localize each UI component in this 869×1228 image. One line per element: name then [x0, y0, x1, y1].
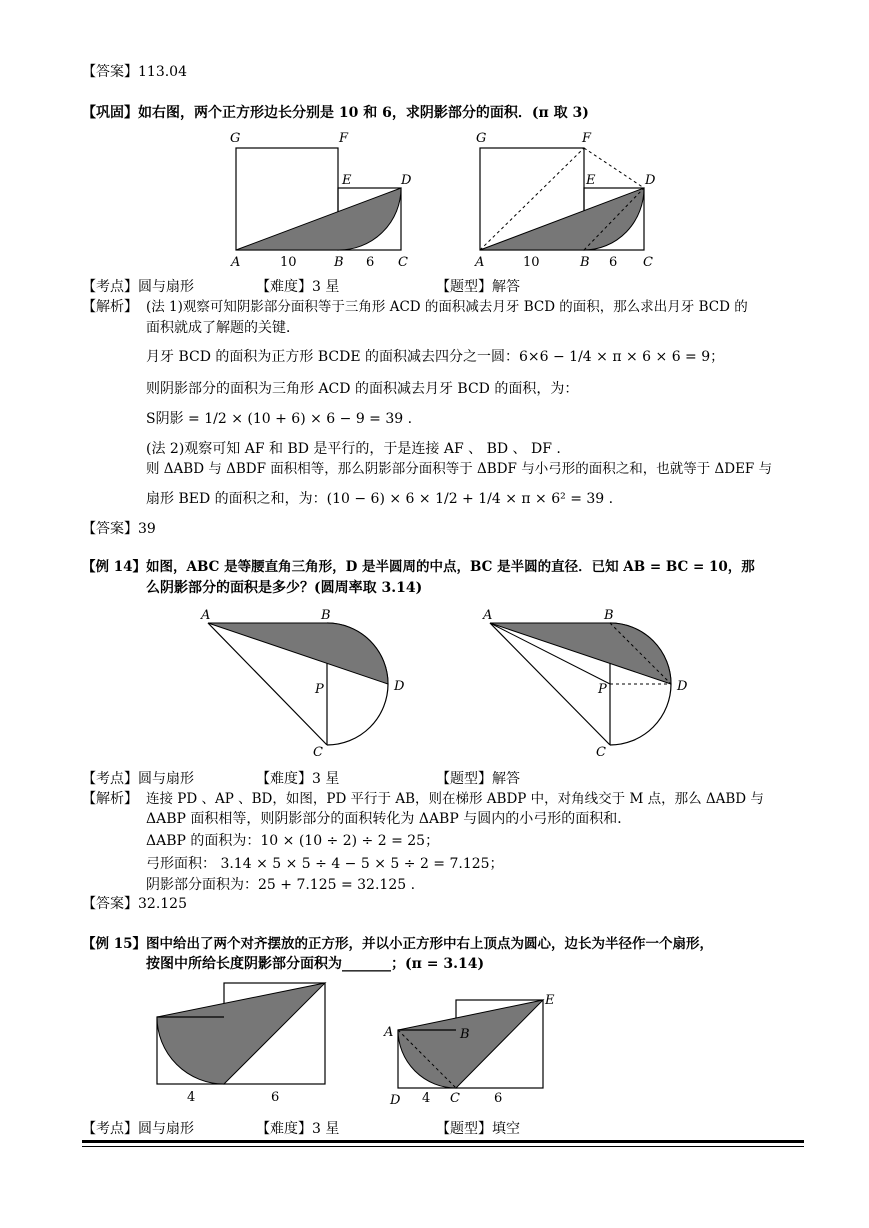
- solution-line: 则阴影部分的面积为三角形 ACD 的面积减去月牙 BCD 的面积，为：: [146, 381, 579, 397]
- length-6: 6: [609, 255, 618, 270]
- answer-1: 【答案】113.04: [82, 64, 187, 80]
- solution-line: (法 1)观察可知阴影部分面积等于三角形 ACD 的面积减去月牙 BCD 的面积，那么求出月牙 BCD 的: [146, 299, 748, 315]
- solution-line: 阴影部分面积为：25 + 7.125 = 32.125 .: [146, 877, 416, 893]
- label-A: A: [475, 255, 485, 270]
- example-14-heading: 【例 14】如图，ABC 是等腰直角三角形，D 是半圆周的中点，BC 是半圆的直径．已知 AB = BC = 10，那: [82, 559, 755, 575]
- tixing-3: 【题型】解答: [436, 771, 520, 787]
- label-A: A: [384, 1025, 394, 1040]
- example-14-heading-cont: 么阴影部分的面积是多少？(圆周率取 3.14): [146, 580, 423, 596]
- tixing-2: 【题型】解答: [436, 279, 520, 295]
- solution-line: 扇形 BED 的面积之和，为：(10 − 6) × 6 × 1/2 + 1/4 × π × 6² = 39 .: [146, 491, 614, 507]
- label-C: C: [596, 745, 606, 760]
- label-D: D: [677, 679, 688, 694]
- label-D: D: [390, 1093, 401, 1108]
- label-D: D: [401, 173, 412, 188]
- answer-2: 【答案】39: [82, 521, 156, 537]
- label-D: D: [394, 679, 405, 694]
- label-A: A: [483, 608, 493, 623]
- example-15-heading: 【例 15】图中给出了两个对齐摆放的正方形，并以小正方形中右上顶点为圆心，边长为半径作一个扇形，: [82, 936, 713, 952]
- label-C: C: [643, 255, 653, 270]
- kaodian-2: 【考点】圆与扇形: [82, 279, 194, 295]
- length-6: 6: [271, 1090, 280, 1105]
- label-E: E: [545, 993, 555, 1008]
- nandu-2: 【难度】3 星: [256, 279, 340, 295]
- label-B: B: [460, 1027, 470, 1042]
- nandu-4: 【难度】3 星: [256, 1121, 340, 1137]
- length-4: 4: [422, 1091, 431, 1106]
- length-6: 6: [494, 1091, 503, 1106]
- answer-3: 【答案】32.125: [82, 896, 187, 912]
- label-B: B: [604, 608, 614, 623]
- label-D: D: [645, 173, 656, 188]
- label-E: E: [342, 173, 352, 188]
- label-F: F: [339, 131, 349, 146]
- solution-line: 面积就成了解题的关键．: [146, 320, 300, 336]
- solution-line: 连接 PD 、AP 、BD，如图，PD 平行于 AB，则在梯形 ABDP 中，对角线交于 M 点，那么 ΔABD 与: [146, 791, 764, 807]
- jiexi-tag-2: 【解析】: [82, 299, 138, 315]
- solution-line: 月牙 BCD 的面积为正方形 BCDE 的面积减去四分之一圆：6×6 − 1/4 × π × 6 × 6 = 9；: [146, 349, 725, 365]
- label-C: C: [398, 255, 408, 270]
- label-C: C: [450, 1091, 460, 1106]
- label-A: A: [201, 608, 211, 623]
- label-F: F: [582, 131, 592, 146]
- label-P: P: [315, 682, 324, 697]
- problem-heading: 【巩固】如右图，两个正方形边长分别是 10 和 6，求阴影部分的面积．(π 取 3): [82, 105, 589, 121]
- footer-rule-thin: [82, 1146, 804, 1147]
- length-10: 10: [523, 255, 540, 270]
- kaodian-4: 【考点】圆与扇形: [82, 1121, 194, 1137]
- label-P: P: [598, 682, 607, 697]
- label-E: E: [586, 173, 596, 188]
- kaodian-3: 【考点】圆与扇形: [82, 771, 194, 787]
- tixing-4: 【题型】填空: [436, 1121, 520, 1137]
- solution-line: 则 ΔABD 与 ΔBDF 面积相等，那么阴影部分面积等于 ΔBDF 与小弓形的面积之和，也就等于 ΔDEF 与: [146, 461, 773, 477]
- solution-line: 弓形面积： 3.14 × 5 × 5 ÷ 4 − 5 × 5 ÷ 2 = 7.125；: [146, 856, 504, 872]
- label-B: B: [580, 255, 590, 270]
- length-10: 10: [280, 255, 297, 270]
- jiexi-tag-3: 【解析】: [82, 791, 138, 807]
- label-G: G: [476, 131, 487, 146]
- solution-line: ΔABP 面积相等，则阴影部分的面积转化为 ΔABP 与圆内的小弓形的面积和．: [146, 811, 632, 827]
- solution-line: ΔABP 的面积为：10 × (10 ÷ 2) ÷ 2 = 25；: [146, 833, 440, 849]
- label-B: B: [334, 255, 344, 270]
- nandu-3: 【难度】3 星: [256, 771, 340, 787]
- footer-rule: [82, 1140, 804, 1143]
- length-6: 6: [366, 255, 375, 270]
- label-C: C: [313, 745, 323, 760]
- length-4: 4: [187, 1090, 196, 1105]
- solution-line: (法 2)观察可知 AF 和 BD 是平行的，于是连接 AF 、 BD 、 DF .: [146, 441, 561, 457]
- label-G: G: [230, 131, 241, 146]
- example-15-heading-cont: 按图中所给长度阴影部分面积为_______；(π = 3.14): [146, 956, 485, 972]
- solution-line: S阴影 = 1/2 × (10 + 6) × 6 − 9 = 39 .: [146, 411, 413, 427]
- label-A: A: [231, 255, 241, 270]
- label-B: B: [321, 608, 331, 623]
